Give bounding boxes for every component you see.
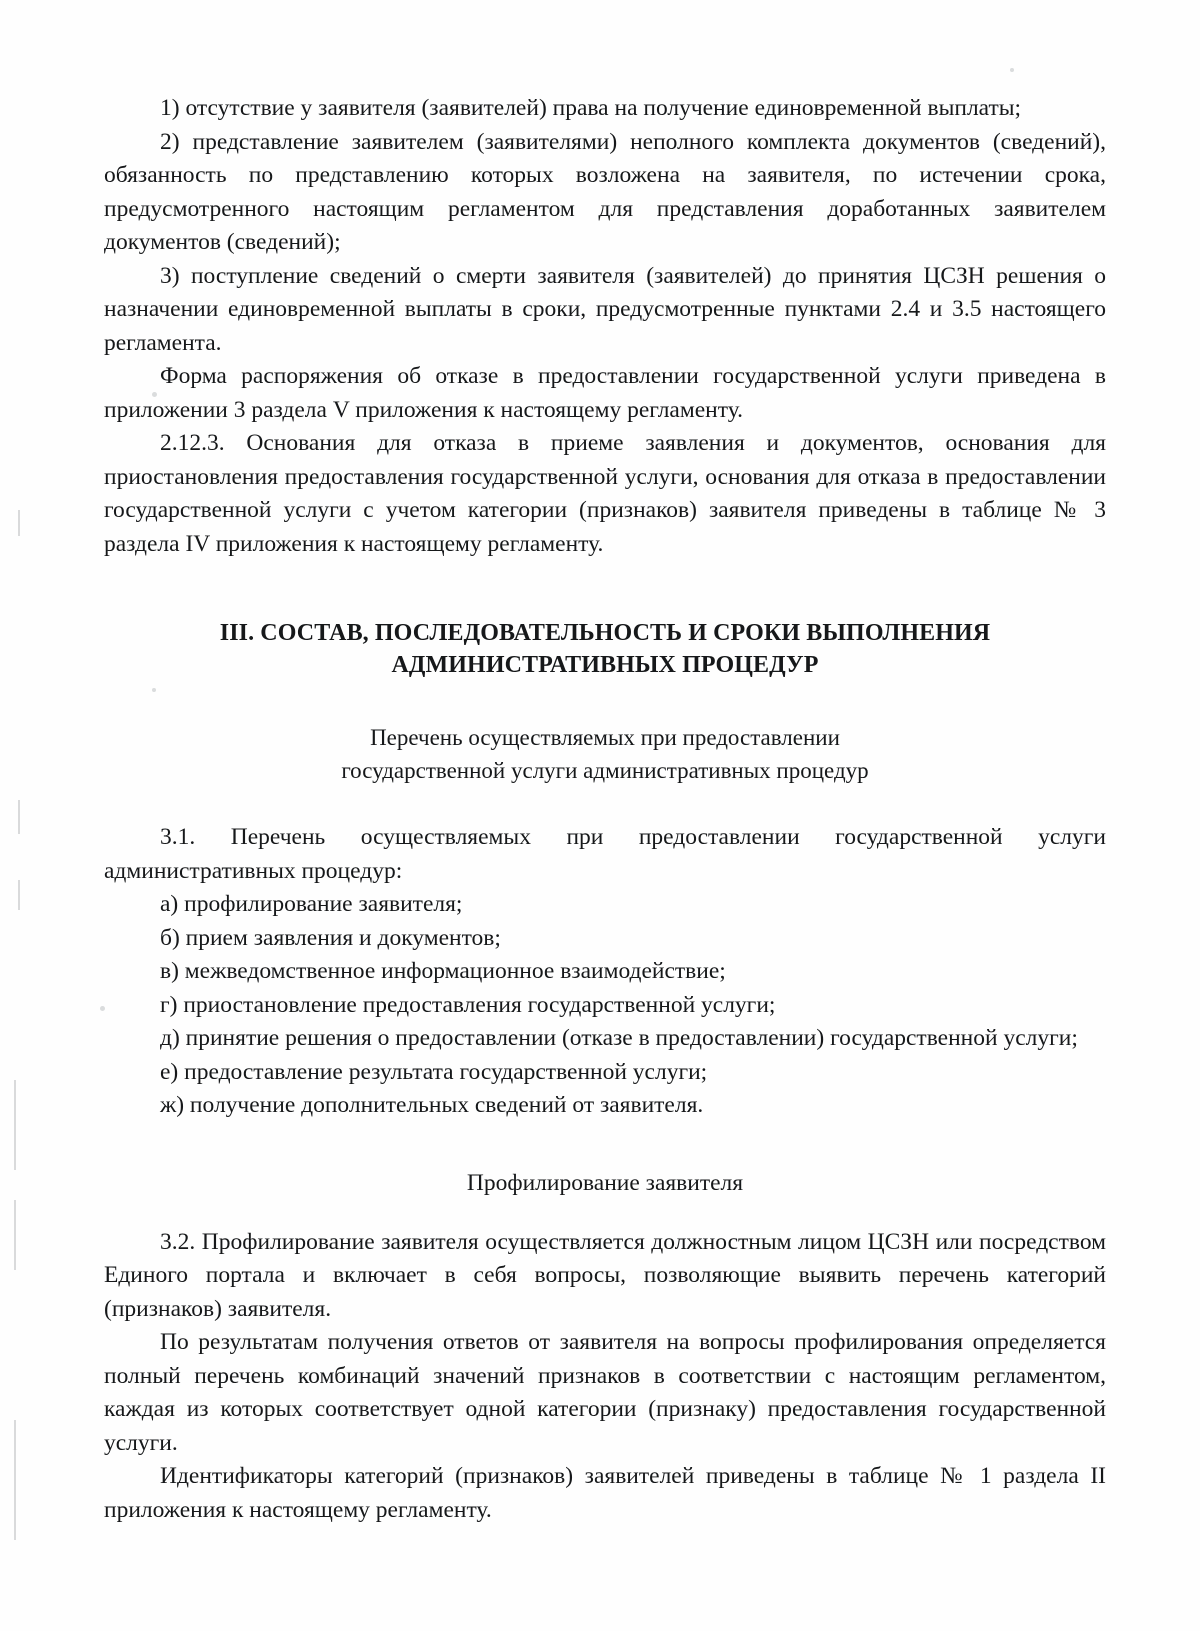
- scan-artifact-left-line-3: [18, 880, 20, 910]
- section-subtitle-line-2: государственной услуги административных процедур: [341, 758, 869, 783]
- scan-artifact-left-line: [18, 510, 20, 536]
- list-item-b: б) прием заявления и документов;: [160, 924, 501, 951]
- scan-artifact-left-line-5: [14, 1200, 16, 1270]
- spacer: [104, 1200, 1106, 1226]
- paragraph-2: 2) представление заявителем (заявителями) неполного комплекта документов (сведений), обязанность по представлению которых возложена на заявителя, по истечении срока, предусмотренного настоящим регламентом для представления доработанных заявителем документов (сведений);: [104, 128, 1106, 255]
- paragraph-2-12-3: 2.12.3. Основания для отказа в приеме заявления и документов, основания для приостановления предоставления государственной услуги, основания для отказа в предоставлении государственной услуги с учетом категории (признаков) заявителя приведены в таблице № 3 раздела IV приложения к настоящему регламенту.: [104, 430, 1106, 557]
- list-item-g: г) приостановление предоставления государственной услуги;: [160, 991, 776, 1018]
- paragraph-form-refusal: Форма распоряжения об отказе в предоставлении государственной услуги приведена в приложении 3 раздела V приложения к настоящему регламенту.: [104, 363, 1106, 423]
- section-heading-line-2: АДМИНИСТРАТИВНЫХ ПРОЦЕДУР: [391, 652, 819, 678]
- scan-artifact-left-line-6: [14, 1420, 16, 1540]
- section-heading-line-1: III. СОСТАВ, ПОСЛЕДОВАТЕЛЬНОСТЬ И СРОКИ ВЫПОЛНЕНИЯ: [219, 620, 991, 646]
- document-body: [104, 92, 1106, 1527]
- list-item-zh: ж) получение дополнительных сведений от заявителя.: [160, 1092, 704, 1118]
- list-item-v: в) межведомственное информационное взаимодействие;: [160, 958, 726, 984]
- list-item-e: е) предоставление результата государственной услуги;: [160, 1058, 708, 1085]
- paragraph-identifiers: Идентификаторы категорий (признаков) заявителей приведены в таблице № 1 раздела II приложения к настоящему регламенту.: [104, 1463, 1106, 1523]
- section-subtitle-line-1: Перечень осуществляемых при предоставлении: [370, 725, 840, 750]
- paragraph-1: 1) отсутствие у заявителя (заявителей) права на получение единовременной выплаты;: [160, 95, 1022, 121]
- scan-artifact-left-line-4: [14, 1080, 16, 1170]
- scan-speck: [1010, 68, 1014, 72]
- list-item-a: а) профилирование заявителя;: [160, 891, 463, 917]
- profiling-heading: Профилирование заявителя: [466, 1169, 744, 1196]
- paragraph-profiling-results: По результатам получения ответов от заявителя на вопросы профилирования определяется полный перечень комбинаций значений признаков в соответствии с настоящим регламентом, каждая из которых соответствует одной категории (признаку) предоставления государственной услуги.: [104, 1329, 1106, 1456]
- paragraph-3-2: 3.2. Профилирование заявителя осуществляется должностным лицом ЦСЗН или посредством Единого портала и включает в себя вопросы, позволяющие выявить перечень категорий (признаков) заявителя.: [104, 1228, 1106, 1322]
- paragraph-3: 3) поступление сведений о смерти заявителя (заявителей) до принятия ЦСЗН решения о назначении единовременной выплаты в сроки, предусмотренные пунктами 2.4 и 3.5 настоящего регламента.: [104, 262, 1106, 356]
- section-subtitle: [104, 721, 1106, 787]
- section-heading: [104, 617, 1106, 681]
- spacer: [104, 787, 1106, 821]
- scan-artifact-left-line-2: [18, 800, 20, 834]
- paragraph-3-1: 3.1. Перечень осуществляемых при предоставлении государственной услуги административных процедур:: [104, 824, 1106, 884]
- list-item-d: д) принятие решения о предоставлении (отказе в предоставлении) государственной услуги;: [160, 1025, 1078, 1051]
